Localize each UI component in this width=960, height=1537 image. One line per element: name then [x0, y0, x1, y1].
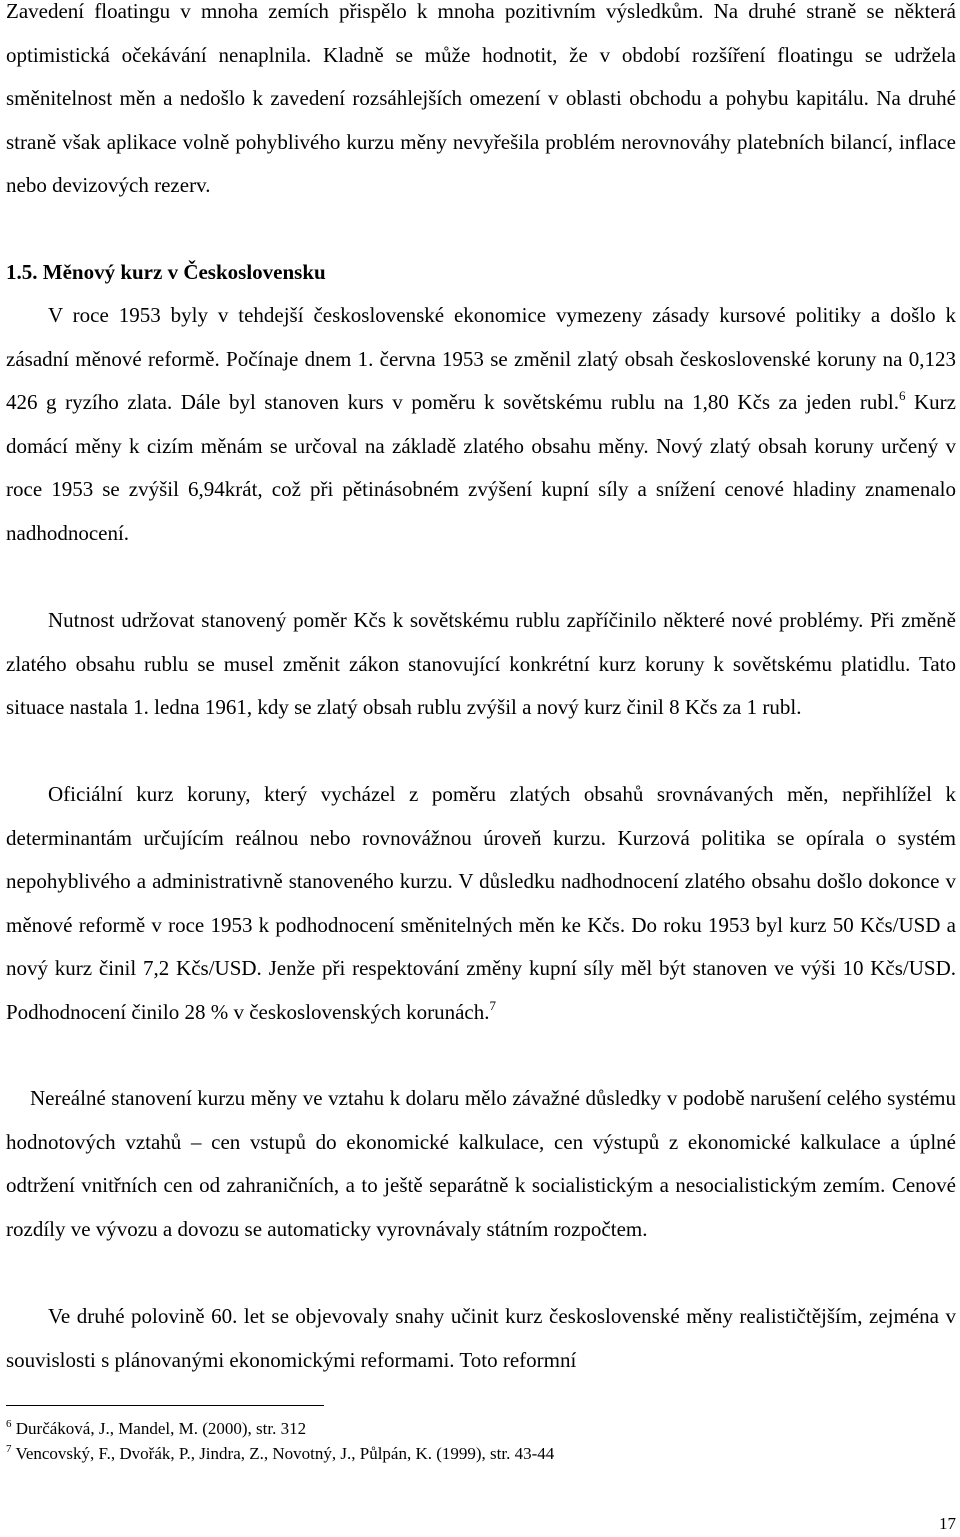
footnote-6: [6, 1417, 306, 1441]
paragraph-text: Kurz domácí měny k cizím měnám se určoval na základě zlatého obsahu měny. Nový zlatý obsah koruny určený v roce 1953 se zvýšil 6,94krát, což při pětinásobném zvýšení kupní síly a snížení cenové hladiny znamenalo nadhodnocení.: [6, 390, 956, 545]
footnote-text: Durčáková, J., Mandel, M. (2000), str. 312: [11, 1419, 307, 1438]
paragraph-1953-reform: [6, 294, 956, 556]
page-number: 17: [939, 1514, 956, 1533]
footnote-separator: [6, 1405, 324, 1406]
footnote-number: 7: [6, 1443, 12, 1455]
paragraph-text: Oficiální kurz koruny, který vycházel z poměru zlatých obsahů srovnávaných měn, nepřihlížel k determinantám určujícím reálnou nebo rovnovážnou úroveň kurzu. Kurzová politika se opírala o systém nepohyblivého a administrativně stanoveného kurzu. V důsledku nadhodnocení zlatého obsahu došlo dokonce v měnové reformě v roce 1953 k podhodnocení směnitelných měn ke Kčs. Do roku 1953 byl kurz 50 Kčs/USD a nový kurz činil 7,2 Kčs/USD. Jenže při respektování změny kupní síly měl být stanoven ve výši 10 Kčs/USD. Podhodnocení činilo 28 % v československých korunách.: [6, 782, 956, 1024]
paragraph-floating: Zavedení floatingu v mnoha zemích přispělo k mnoha pozitivním výsledkům. Na druhé straně se některá optimistická očekávání nenaplnila. Kladně se může hodnotit, že v období rozšíření floatingu se udržela směnitelnost měn a nedošlo k zavedení rozsáhlejších omezení v oblasti obchodu a pohybu kapitálu. Na druhé straně však aplikace volně pohyblivého kurzu měny nevyřešila problém nerovnováhy platebních bilancí, inflace nebo devizových rezerv.: [6, 0, 956, 198]
footnote-text: Vencovský, F., Dvořák, P., Jindra, Z., Novotný, J., Půlpán, K. (1999), str. 43-44: [11, 1444, 555, 1463]
paragraph-unrealistic-rate: Nereálné stanovení kurzu měny ve vztahu k dolaru mělo závažné důsledky v podobě narušení celého systému hodnotových vztahů – cen vstupů do ekonomické kalkulace, cen výstupů z ekonomické kalkulace a úplné odtržení vnitřních cen od zahraničních, a to ještě separátně k socialistickým a nesocialistickým zemím. Cenové rozdíly ve vývozu a dovozu se automaticky vyrovnávaly státním rozpočtem.: [6, 1086, 956, 1241]
footnote-ref[interactable]: 7: [489, 997, 496, 1013]
footnote-7: [6, 1442, 554, 1466]
footnote-ref[interactable]: 6: [898, 388, 906, 404]
section-heading: 1.5. Měnový kurz v Československu: [6, 260, 326, 284]
paragraph-ruble-ratio: Nutnost udržovat stanovený poměr Kčs k sovětskému rublu zapříčinilo některé nové problémy. Při změně zlatého obsahu rublu se musel změnit zákon stanovující konkrétní kurz koruny k sovětskému platidlu. Tato situace nastala 1. ledna 1961, kdy se zlatý obsah rublu zvýšil a nový kurz činil 8 Kčs za 1 rubl.: [6, 608, 956, 720]
paragraph-official-rate: [6, 773, 956, 1035]
paragraph-sixties: Ve druhé polovině 60. let se objevovaly snahy učinit kurz československé měny realističtějším, zejména v souvislosti s plánovanými ekonomickými reformami. Toto reformní: [6, 1304, 956, 1372]
paragraph-text: V roce 1953 byly v tehdejší československé ekonomice vymezeny zásady kursové politiky a došlo k zásadní měnové reformě. Počínaje dnem 1. června 1953 se změnil zlatý obsah československé koruny na 0,123 426 g ryzího zlata. Dále byl stanoven kurs v poměru k sovětskému rublu na 1,80 Kčs za jeden rubl.: [6, 303, 956, 415]
footnote-number: 6: [6, 1418, 12, 1430]
